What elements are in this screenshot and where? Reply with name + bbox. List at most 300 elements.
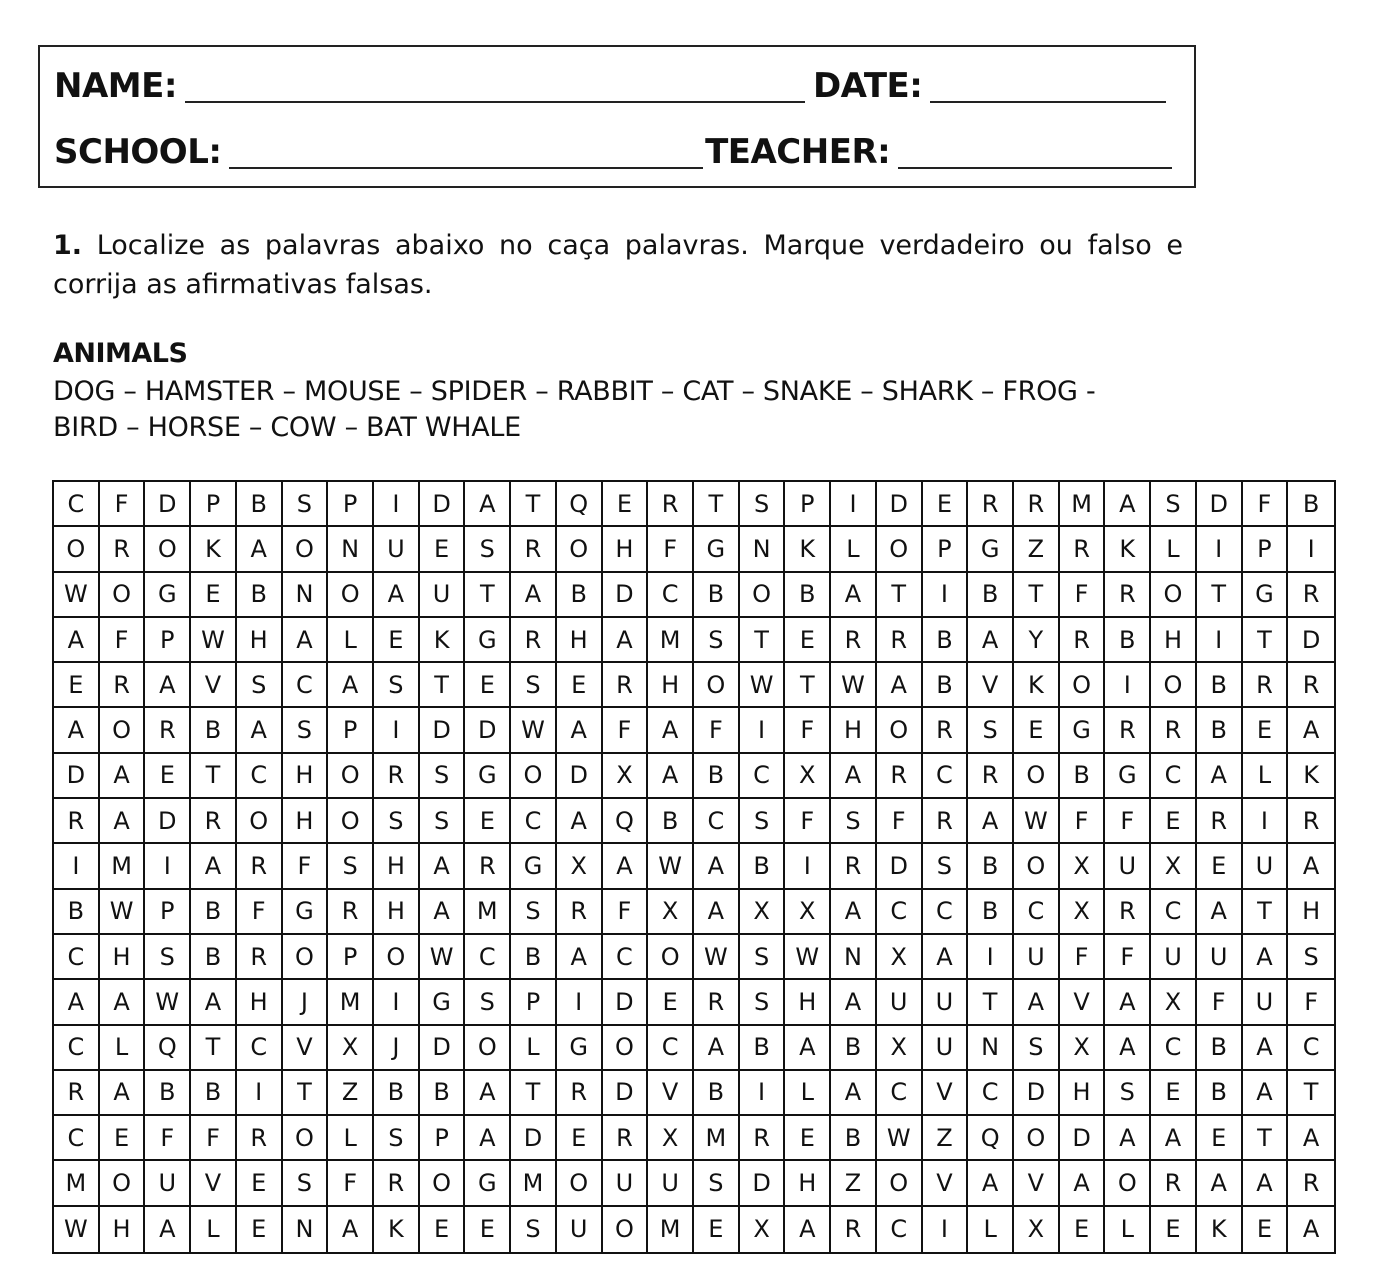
grid-cell[interactable]: M: [694, 1116, 740, 1161]
grid-cell[interactable]: U: [420, 573, 466, 618]
grid-cell[interactable]: S: [145, 935, 191, 980]
grid-cell[interactable]: F: [328, 1161, 374, 1206]
grid-cell[interactable]: X: [877, 1026, 923, 1071]
grid-cell[interactable]: F: [785, 799, 831, 844]
grid-cell[interactable]: P: [145, 890, 191, 935]
grid-cell[interactable]: S: [511, 1207, 557, 1252]
grid-cell[interactable]: C: [923, 890, 969, 935]
grid-cell[interactable]: J: [374, 1026, 420, 1071]
grid-cell[interactable]: S: [465, 527, 511, 572]
grid-cell[interactable]: P: [923, 527, 969, 572]
grid-cell[interactable]: E: [1197, 844, 1243, 889]
grid-cell[interactable]: E: [237, 1207, 283, 1252]
grid-cell[interactable]: R: [1288, 663, 1334, 708]
grid-cell[interactable]: X: [1060, 1026, 1106, 1071]
grid-cell[interactable]: F: [1243, 482, 1289, 527]
grid-cell[interactable]: O: [1014, 844, 1060, 889]
grid-cell[interactable]: I: [374, 708, 420, 753]
grid-cell[interactable]: W: [145, 980, 191, 1025]
grid-cell[interactable]: B: [1197, 1026, 1243, 1071]
grid-cell[interactable]: R: [54, 1071, 100, 1116]
grid-cell[interactable]: B: [374, 1071, 420, 1116]
grid-cell[interactable]: C: [54, 482, 100, 527]
grid-cell[interactable]: O: [1014, 754, 1060, 799]
grid-cell[interactable]: N: [968, 1026, 1014, 1071]
grid-cell[interactable]: F: [1105, 799, 1151, 844]
grid-cell[interactable]: E: [420, 1207, 466, 1252]
grid-cell[interactable]: R: [1105, 890, 1151, 935]
grid-cell[interactable]: R: [831, 844, 877, 889]
grid-cell[interactable]: E: [54, 663, 100, 708]
grid-cell[interactable]: D: [420, 482, 466, 527]
grid-cell[interactable]: R: [237, 935, 283, 980]
grid-cell[interactable]: A: [465, 1116, 511, 1161]
grid-cell[interactable]: I: [145, 844, 191, 889]
grid-cell[interactable]: A: [54, 618, 100, 663]
name-blank-line[interactable]: [185, 71, 805, 103]
grid-cell[interactable]: I: [785, 844, 831, 889]
grid-cell[interactable]: B: [740, 1026, 786, 1071]
grid-cell[interactable]: V: [191, 1161, 237, 1206]
grid-cell[interactable]: H: [237, 618, 283, 663]
grid-cell[interactable]: G: [968, 527, 1014, 572]
grid-cell[interactable]: O: [54, 527, 100, 572]
grid-cell[interactable]: H: [283, 754, 329, 799]
grid-cell[interactable]: I: [1243, 799, 1289, 844]
grid-cell[interactable]: A: [968, 799, 1014, 844]
grid-cell[interactable]: F: [785, 708, 831, 753]
grid-cell[interactable]: A: [648, 754, 694, 799]
grid-cell[interactable]: B: [968, 844, 1014, 889]
grid-cell[interactable]: I: [1288, 527, 1334, 572]
grid-cell[interactable]: O: [283, 527, 329, 572]
grid-cell[interactable]: B: [831, 1116, 877, 1161]
grid-cell[interactable]: T: [1197, 573, 1243, 618]
grid-cell[interactable]: A: [557, 799, 603, 844]
grid-cell[interactable]: O: [374, 935, 420, 980]
grid-cell[interactable]: H: [1151, 618, 1197, 663]
grid-cell[interactable]: S: [968, 708, 1014, 753]
grid-cell[interactable]: E: [557, 663, 603, 708]
grid-cell[interactable]: H: [648, 663, 694, 708]
grid-cell[interactable]: X: [1060, 844, 1106, 889]
grid-cell[interactable]: B: [694, 754, 740, 799]
grid-cell[interactable]: A: [831, 754, 877, 799]
grid-cell[interactable]: A: [1105, 482, 1151, 527]
grid-cell[interactable]: P: [328, 482, 374, 527]
grid-cell[interactable]: S: [283, 1161, 329, 1206]
grid-cell[interactable]: E: [1151, 1071, 1197, 1116]
grid-cell[interactable]: K: [374, 1207, 420, 1252]
grid-cell[interactable]: I: [740, 1071, 786, 1116]
grid-cell[interactable]: H: [374, 890, 420, 935]
grid-cell[interactable]: P: [328, 935, 374, 980]
grid-cell[interactable]: C: [511, 799, 557, 844]
grid-cell[interactable]: T: [1243, 618, 1289, 663]
grid-cell[interactable]: A: [923, 935, 969, 980]
grid-cell[interactable]: H: [831, 708, 877, 753]
grid-cell[interactable]: A: [191, 844, 237, 889]
grid-cell[interactable]: U: [1151, 935, 1197, 980]
grid-cell[interactable]: E: [1243, 708, 1289, 753]
grid-cell[interactable]: B: [1060, 754, 1106, 799]
grid-cell[interactable]: N: [328, 527, 374, 572]
grid-cell[interactable]: A: [603, 844, 649, 889]
grid-cell[interactable]: Z: [328, 1071, 374, 1116]
grid-cell[interactable]: A: [511, 573, 557, 618]
grid-cell[interactable]: A: [145, 663, 191, 708]
grid-cell[interactable]: P: [328, 708, 374, 753]
grid-cell[interactable]: G: [465, 1161, 511, 1206]
grid-cell[interactable]: X: [877, 935, 923, 980]
grid-cell[interactable]: A: [374, 573, 420, 618]
grid-cell[interactable]: A: [420, 890, 466, 935]
grid-cell[interactable]: W: [785, 935, 831, 980]
grid-cell[interactable]: B: [648, 799, 694, 844]
grid-cell[interactable]: W: [831, 663, 877, 708]
grid-cell[interactable]: M: [465, 890, 511, 935]
grid-cell[interactable]: O: [328, 573, 374, 618]
grid-cell[interactable]: S: [374, 799, 420, 844]
grid-cell[interactable]: A: [237, 708, 283, 753]
grid-cell[interactable]: O: [100, 573, 146, 618]
grid-cell[interactable]: T: [1243, 890, 1289, 935]
grid-cell[interactable]: Z: [831, 1161, 877, 1206]
grid-cell[interactable]: P: [191, 482, 237, 527]
grid-cell[interactable]: H: [1060, 1071, 1106, 1116]
grid-cell[interactable]: D: [465, 708, 511, 753]
grid-cell[interactable]: A: [1243, 1026, 1289, 1071]
grid-cell[interactable]: O: [603, 1026, 649, 1071]
grid-cell[interactable]: H: [374, 844, 420, 889]
grid-cell[interactable]: R: [694, 980, 740, 1025]
grid-cell[interactable]: D: [740, 1161, 786, 1206]
grid-cell[interactable]: V: [1014, 1161, 1060, 1206]
grid-cell[interactable]: I: [1197, 618, 1243, 663]
grid-cell[interactable]: R: [100, 527, 146, 572]
grid-cell[interactable]: P: [1243, 527, 1289, 572]
grid-cell[interactable]: I: [557, 980, 603, 1025]
grid-cell[interactable]: A: [54, 708, 100, 753]
grid-cell[interactable]: W: [191, 618, 237, 663]
grid-cell[interactable]: R: [54, 799, 100, 844]
grid-cell[interactable]: C: [283, 663, 329, 708]
grid-cell[interactable]: S: [283, 482, 329, 527]
teacher-blank-line[interactable]: [898, 137, 1172, 169]
grid-cell[interactable]: E: [100, 1116, 146, 1161]
grid-cell[interactable]: A: [420, 844, 466, 889]
grid-cell[interactable]: U: [1243, 844, 1289, 889]
grid-cell[interactable]: O: [145, 527, 191, 572]
grid-cell[interactable]: A: [54, 980, 100, 1025]
grid-cell[interactable]: D: [603, 573, 649, 618]
grid-cell[interactable]: Q: [968, 1116, 1014, 1161]
grid-cell[interactable]: F: [1105, 935, 1151, 980]
grid-cell[interactable]: W: [1014, 799, 1060, 844]
grid-cell[interactable]: A: [831, 1071, 877, 1116]
grid-cell[interactable]: A: [100, 754, 146, 799]
grid-cell[interactable]: R: [557, 890, 603, 935]
grid-cell[interactable]: S: [740, 799, 786, 844]
grid-cell[interactable]: W: [511, 708, 557, 753]
grid-cell[interactable]: I: [374, 482, 420, 527]
grid-cell[interactable]: D: [877, 844, 923, 889]
grid-cell[interactable]: D: [420, 1026, 466, 1071]
grid-cell[interactable]: S: [1105, 1071, 1151, 1116]
grid-cell[interactable]: B: [420, 1071, 466, 1116]
grid-cell[interactable]: O: [877, 527, 923, 572]
school-blank-line[interactable]: [229, 137, 703, 169]
grid-cell[interactable]: S: [374, 1116, 420, 1161]
grid-cell[interactable]: O: [328, 799, 374, 844]
grid-cell[interactable]: R: [1288, 1161, 1334, 1206]
grid-cell[interactable]: A: [1105, 1116, 1151, 1161]
grid-cell[interactable]: T: [877, 573, 923, 618]
grid-cell[interactable]: K: [1197, 1207, 1243, 1252]
grid-cell[interactable]: G: [145, 573, 191, 618]
grid-cell[interactable]: R: [465, 844, 511, 889]
grid-cell[interactable]: Q: [145, 1026, 191, 1071]
grid-cell[interactable]: P: [145, 618, 191, 663]
grid-cell[interactable]: E: [694, 1207, 740, 1252]
grid-cell[interactable]: A: [1243, 935, 1289, 980]
grid-cell[interactable]: M: [648, 1207, 694, 1252]
grid-cell[interactable]: O: [1014, 1116, 1060, 1161]
grid-cell[interactable]: A: [1288, 1116, 1334, 1161]
grid-cell[interactable]: C: [877, 1071, 923, 1116]
grid-cell[interactable]: B: [191, 935, 237, 980]
grid-cell[interactable]: F: [648, 527, 694, 572]
grid-cell[interactable]: K: [785, 527, 831, 572]
grid-cell[interactable]: A: [785, 1026, 831, 1071]
grid-cell[interactable]: U: [648, 1161, 694, 1206]
grid-cell[interactable]: A: [283, 618, 329, 663]
grid-cell[interactable]: K: [191, 527, 237, 572]
grid-cell[interactable]: V: [923, 1071, 969, 1116]
grid-cell[interactable]: C: [923, 754, 969, 799]
grid-cell[interactable]: B: [557, 573, 603, 618]
grid-cell[interactable]: T: [511, 482, 557, 527]
grid-cell[interactable]: M: [648, 618, 694, 663]
grid-cell[interactable]: S: [465, 980, 511, 1025]
grid-cell[interactable]: X: [1151, 980, 1197, 1025]
grid-cell[interactable]: V: [1060, 980, 1106, 1025]
grid-cell[interactable]: A: [694, 890, 740, 935]
grid-cell[interactable]: H: [1288, 890, 1334, 935]
grid-cell[interactable]: F: [283, 844, 329, 889]
grid-cell[interactable]: X: [648, 1116, 694, 1161]
grid-cell[interactable]: R: [511, 618, 557, 663]
grid-cell[interactable]: M: [511, 1161, 557, 1206]
grid-cell[interactable]: A: [968, 618, 1014, 663]
grid-cell[interactable]: R: [740, 1116, 786, 1161]
grid-cell[interactable]: Y: [1014, 618, 1060, 663]
grid-cell[interactable]: B: [785, 573, 831, 618]
grid-cell[interactable]: W: [694, 935, 740, 980]
grid-cell[interactable]: R: [237, 1116, 283, 1161]
grid-cell[interactable]: B: [831, 1026, 877, 1071]
grid-cell[interactable]: F: [1060, 935, 1106, 980]
grid-cell[interactable]: G: [694, 527, 740, 572]
grid-cell[interactable]: R: [1288, 573, 1334, 618]
grid-cell[interactable]: A: [145, 1207, 191, 1252]
grid-cell[interactable]: X: [785, 754, 831, 799]
grid-cell[interactable]: R: [603, 663, 649, 708]
grid-cell[interactable]: C: [1288, 1026, 1334, 1071]
grid-cell[interactable]: O: [877, 1161, 923, 1206]
grid-cell[interactable]: G: [1243, 573, 1289, 618]
grid-cell[interactable]: C: [694, 799, 740, 844]
grid-cell[interactable]: E: [1060, 1207, 1106, 1252]
grid-cell[interactable]: B: [1197, 1071, 1243, 1116]
grid-cell[interactable]: B: [191, 890, 237, 935]
grid-cell[interactable]: A: [831, 573, 877, 618]
grid-cell[interactable]: B: [740, 844, 786, 889]
grid-cell[interactable]: A: [237, 527, 283, 572]
grid-cell[interactable]: A: [100, 799, 146, 844]
grid-cell[interactable]: A: [100, 1071, 146, 1116]
grid-cell[interactable]: O: [1151, 573, 1197, 618]
grid-cell[interactable]: O: [283, 935, 329, 980]
grid-cell[interactable]: R: [923, 799, 969, 844]
grid-cell[interactable]: P: [511, 980, 557, 1025]
grid-cell[interactable]: U: [145, 1161, 191, 1206]
grid-cell[interactable]: A: [191, 980, 237, 1025]
grid-cell[interactable]: S: [328, 844, 374, 889]
grid-cell[interactable]: C: [465, 935, 511, 980]
grid-cell[interactable]: L: [328, 1116, 374, 1161]
grid-cell[interactable]: E: [785, 618, 831, 663]
grid-cell[interactable]: E: [420, 527, 466, 572]
grid-cell[interactable]: A: [694, 844, 740, 889]
grid-cell[interactable]: I: [740, 708, 786, 753]
grid-cell[interactable]: C: [1014, 890, 1060, 935]
grid-cell[interactable]: X: [603, 754, 649, 799]
grid-cell[interactable]: R: [374, 754, 420, 799]
grid-cell[interactable]: C: [1151, 1026, 1197, 1071]
grid-cell[interactable]: W: [54, 573, 100, 618]
grid-cell[interactable]: E: [557, 1116, 603, 1161]
grid-cell[interactable]: R: [191, 799, 237, 844]
grid-cell[interactable]: N: [283, 573, 329, 618]
grid-cell[interactable]: F: [1060, 799, 1106, 844]
grid-cell[interactable]: H: [100, 935, 146, 980]
grid-cell[interactable]: B: [923, 618, 969, 663]
grid-cell[interactable]: V: [923, 1161, 969, 1206]
grid-cell[interactable]: X: [557, 844, 603, 889]
grid-cell[interactable]: Z: [923, 1116, 969, 1161]
grid-cell[interactable]: R: [145, 708, 191, 753]
grid-cell[interactable]: R: [648, 482, 694, 527]
grid-cell[interactable]: F: [100, 482, 146, 527]
grid-cell[interactable]: R: [968, 482, 1014, 527]
grid-cell[interactable]: T: [511, 1071, 557, 1116]
grid-cell[interactable]: S: [283, 708, 329, 753]
grid-cell[interactable]: R: [603, 1116, 649, 1161]
grid-cell[interactable]: U: [603, 1161, 649, 1206]
grid-cell[interactable]: O: [511, 754, 557, 799]
grid-cell[interactable]: H: [100, 1207, 146, 1252]
grid-cell[interactable]: B: [968, 890, 1014, 935]
grid-cell[interactable]: Z: [1014, 527, 1060, 572]
grid-cell[interactable]: X: [785, 890, 831, 935]
grid-cell[interactable]: D: [1014, 1071, 1060, 1116]
grid-cell[interactable]: T: [740, 618, 786, 663]
grid-cell[interactable]: B: [968, 573, 1014, 618]
grid-cell[interactable]: S: [420, 754, 466, 799]
grid-cell[interactable]: H: [237, 980, 283, 1025]
grid-cell[interactable]: E: [465, 663, 511, 708]
grid-cell[interactable]: F: [237, 890, 283, 935]
grid-cell[interactable]: X: [328, 1026, 374, 1071]
grid-cell[interactable]: H: [557, 618, 603, 663]
grid-cell[interactable]: C: [237, 1026, 283, 1071]
grid-cell[interactable]: A: [1105, 1026, 1151, 1071]
grid-cell[interactable]: B: [237, 573, 283, 618]
grid-cell[interactable]: W: [648, 844, 694, 889]
grid-cell[interactable]: K: [1014, 663, 1060, 708]
grid-cell[interactable]: A: [100, 980, 146, 1025]
grid-cell[interactable]: N: [740, 527, 786, 572]
grid-cell[interactable]: R: [1105, 573, 1151, 618]
grid-cell[interactable]: C: [968, 1071, 1014, 1116]
grid-cell[interactable]: O: [557, 527, 603, 572]
grid-cell[interactable]: A: [1288, 844, 1334, 889]
grid-cell[interactable]: O: [283, 1116, 329, 1161]
grid-cell[interactable]: C: [54, 935, 100, 980]
grid-cell[interactable]: O: [877, 708, 923, 753]
grid-cell[interactable]: R: [328, 890, 374, 935]
grid-cell[interactable]: F: [877, 799, 923, 844]
grid-cell[interactable]: A: [1105, 980, 1151, 1025]
grid-cell[interactable]: U: [923, 980, 969, 1025]
grid-cell[interactable]: G: [283, 890, 329, 935]
grid-cell[interactable]: R: [1151, 1161, 1197, 1206]
grid-cell[interactable]: A: [1243, 1161, 1289, 1206]
grid-cell[interactable]: X: [1014, 1207, 1060, 1252]
grid-cell[interactable]: E: [785, 1116, 831, 1161]
grid-cell[interactable]: F: [1288, 980, 1334, 1025]
grid-cell[interactable]: T: [191, 754, 237, 799]
grid-cell[interactable]: B: [191, 1071, 237, 1116]
grid-cell[interactable]: A: [1243, 1071, 1289, 1116]
grid-cell[interactable]: E: [145, 754, 191, 799]
grid-cell[interactable]: C: [877, 1207, 923, 1252]
grid-cell[interactable]: A: [1302, 1215, 1320, 1244]
grid-cell[interactable]: S: [1151, 482, 1197, 527]
grid-cell[interactable]: F: [694, 708, 740, 753]
grid-cell[interactable]: U: [374, 527, 420, 572]
grid-cell[interactable]: S: [740, 935, 786, 980]
grid-cell[interactable]: I: [237, 1071, 283, 1116]
grid-cell[interactable]: W: [100, 890, 146, 935]
grid-cell[interactable]: O: [1105, 1161, 1151, 1206]
grid-cell[interactable]: D: [54, 754, 100, 799]
grid-cell[interactable]: T: [785, 663, 831, 708]
grid-cell[interactable]: W: [420, 935, 466, 980]
grid-cell[interactable]: A: [785, 1207, 831, 1252]
grid-cell[interactable]: A: [831, 980, 877, 1025]
grid-cell[interactable]: C: [877, 890, 923, 935]
grid-cell[interactable]: R: [1060, 527, 1106, 572]
grid-cell[interactable]: O: [420, 1161, 466, 1206]
grid-cell[interactable]: R: [968, 754, 1014, 799]
grid-cell[interactable]: R: [831, 1207, 877, 1252]
grid-cell[interactable]: W: [740, 663, 786, 708]
grid-cell[interactable]: O: [740, 573, 786, 618]
grid-cell[interactable]: C: [740, 754, 786, 799]
grid-cell[interactable]: G: [511, 844, 557, 889]
